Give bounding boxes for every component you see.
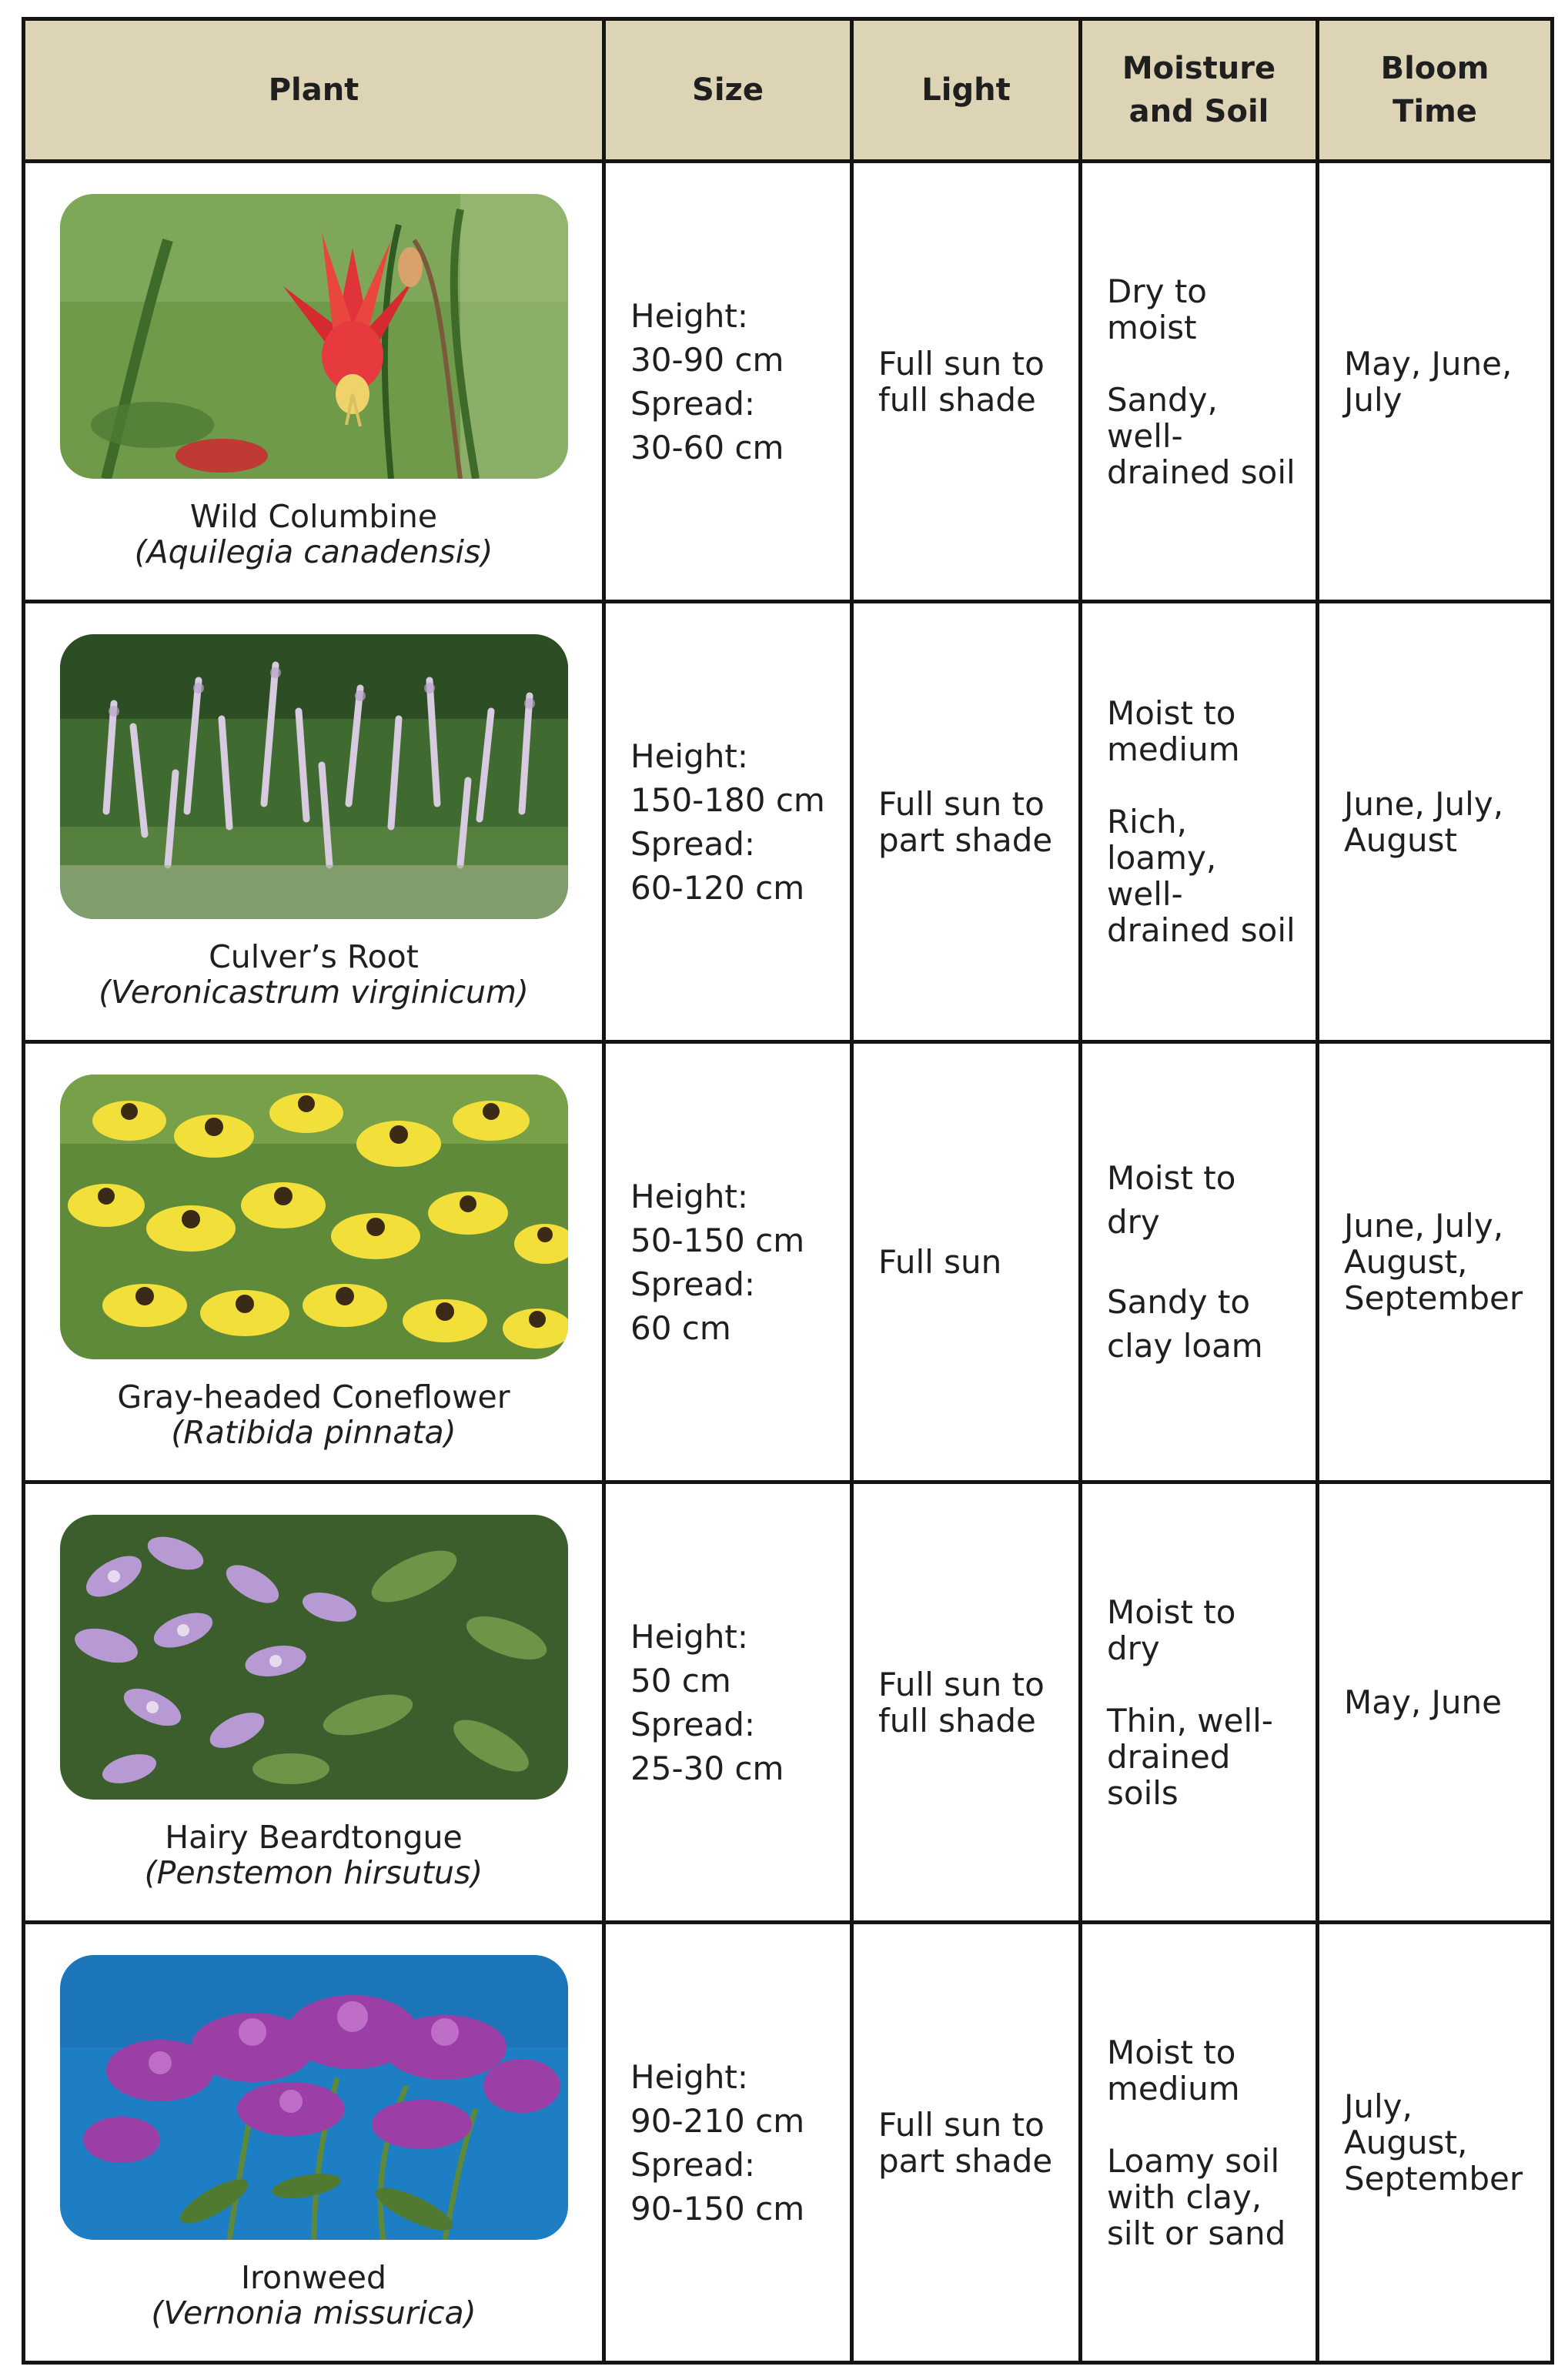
lavender-beardtongue-photo [60, 1515, 568, 1800]
spread-label: Spread: [630, 1265, 756, 1303]
soil-line: drained soil [1107, 453, 1296, 491]
soil-line: Sandy to [1107, 1283, 1251, 1321]
light-line: full shade [878, 1701, 1036, 1740]
plant-common-name: Ironweed [240, 2258, 387, 2296]
header-row [24, 19, 1553, 162]
header-plant: Plant [24, 19, 604, 162]
plant-common-name: Wild Columbine [189, 497, 438, 535]
height-value: 150-180 cm [630, 780, 825, 819]
spread-value: 60 cm [630, 1308, 731, 1347]
light-line: full shade [878, 380, 1036, 419]
plant-scientific-name: (Ratibida pinnata) [171, 1413, 456, 1451]
bloom-time-cell [1318, 1042, 1553, 1482]
bloom-line: June, July, [1344, 1207, 1504, 1245]
size-cell [604, 1482, 852, 1923]
purple-ironweed-photo [60, 1955, 568, 2240]
size-cell [604, 1923, 852, 2363]
bloom-line: August [1344, 821, 1457, 859]
plant-table [22, 17, 1554, 2365]
bloom-time-cell [1318, 602, 1553, 1042]
spread-label: Spread: [630, 824, 756, 863]
plant-cell [24, 1482, 604, 1923]
moisture-line: dry [1107, 1203, 1160, 1241]
size-cell [604, 1042, 852, 1482]
soil-line: Rich, [1107, 803, 1187, 841]
height-label: Height: [630, 296, 748, 335]
spread-value: 90-150 cm [630, 2189, 805, 2228]
light-line: Full sun [878, 1243, 1002, 1281]
height-value: 30-90 cm [630, 340, 784, 379]
plant-common-name: Hairy Beardtongue [165, 1818, 463, 1856]
plant-scientific-name: (Penstemon hirsutus) [144, 1853, 483, 1891]
bloom-line: May, June, [1344, 344, 1513, 383]
moisture-line: Dry to [1107, 272, 1207, 310]
light-line: Full sun to [878, 344, 1045, 383]
header-light: Light [852, 19, 1081, 162]
soil-line: with clay, [1107, 2177, 1262, 2216]
light-line: part shade [878, 2141, 1053, 2180]
table-row [24, 1923, 1553, 2363]
light-line: part shade [878, 821, 1053, 859]
light-cell [852, 1042, 1081, 1482]
moisture-line: Moist to [1107, 2033, 1236, 2071]
header-size: Size [604, 19, 852, 162]
spread-label: Spread: [630, 1705, 756, 1743]
plant-scientific-name: (Aquilegia canadensis) [134, 533, 493, 570]
plant-scientific-name: (Vernonia missurica) [151, 2294, 476, 2331]
moisture-line: Moist to [1107, 694, 1236, 732]
light-cell [852, 162, 1081, 602]
moisture-line: Moist to [1107, 1159, 1236, 1197]
soil-line: well- [1107, 416, 1183, 455]
size-cell [604, 602, 852, 1042]
soil-line: Loamy soil [1107, 2141, 1280, 2180]
table-row [24, 1042, 1553, 1482]
light-cell [852, 1482, 1081, 1923]
plant-common-name: Culver’s Root [209, 938, 419, 975]
red-columbine-flower-photo [60, 194, 568, 479]
soil-line: Thin, well- [1107, 1701, 1273, 1740]
height-value: 50 cm [630, 1661, 731, 1700]
height-label: Height: [630, 737, 748, 775]
spread-value: 25-30 cm [630, 1749, 784, 1787]
light-line: Full sun to [878, 784, 1045, 823]
spread-label: Spread: [630, 2145, 756, 2184]
bloom-time-cell [1318, 1482, 1553, 1923]
plant-cell [24, 1042, 604, 1482]
moisture-soil-cell [1081, 602, 1318, 1042]
moisture-soil-cell [1081, 162, 1318, 602]
soil-line: silt or sand [1107, 2214, 1286, 2252]
spread-value: 30-60 cm [630, 428, 784, 466]
yellow-coneflower-photo [60, 1075, 568, 1359]
moisture-line: moist [1107, 308, 1197, 346]
bloom-line: June, July, [1344, 784, 1504, 823]
header-moisture-soil: Moisture and Soil [1081, 19, 1318, 162]
soil-line: drained [1107, 1737, 1231, 1776]
bloom-line: August, [1344, 2124, 1468, 2161]
light-cell [852, 1923, 1081, 2363]
table-row [24, 602, 1553, 1042]
bloom-line: July [1344, 380, 1403, 419]
bloom-line: May, June [1344, 1683, 1502, 1721]
moisture-soil-cell [1081, 1923, 1318, 2363]
header-bloom-time: Bloom Time [1318, 19, 1553, 162]
height-value: 50-150 cm [630, 1221, 805, 1259]
height-label: Height: [630, 1617, 748, 1656]
white-spike-flower-photo [60, 634, 568, 919]
soil-line: loamy, well- [1107, 839, 1217, 913]
light-line: Full sun to [878, 1665, 1045, 1703]
bloom-line: August, [1344, 1243, 1468, 1281]
light-cell [852, 602, 1081, 1042]
moisture-line: dry [1107, 1629, 1160, 1667]
spread-label: Spread: [630, 384, 756, 423]
light-line: Full sun to [878, 2105, 1045, 2144]
soil-line: drained soil [1107, 911, 1296, 949]
plant-cell [24, 162, 604, 602]
soil-line: soils [1107, 1773, 1179, 1812]
moisture-soil-cell [1081, 1042, 1318, 1482]
moisture-line: medium [1107, 730, 1240, 768]
table-row [24, 1482, 1553, 1923]
bloom-time-cell [1318, 162, 1553, 602]
size-cell [604, 162, 852, 602]
bloom-line: September [1344, 1279, 1523, 1317]
plant-cell [24, 602, 604, 1042]
soil-line: clay loam [1107, 1327, 1263, 1365]
height-label: Height: [630, 1177, 748, 1215]
spread-value: 60-120 cm [630, 868, 805, 907]
soil-line: Sandy, [1107, 380, 1218, 419]
height-value: 90-210 cm [630, 2101, 805, 2140]
moisture-line: Moist to [1107, 1593, 1236, 1631]
height-label: Height: [630, 2057, 748, 2096]
table-row [24, 162, 1553, 602]
plant-scientific-name: (Veronicastrum virginicum) [99, 973, 529, 1011]
moisture-line: medium [1107, 2069, 1240, 2107]
bloom-line: July, [1344, 2087, 1413, 2125]
bloom-time-cell [1318, 1923, 1553, 2363]
bloom-line: September [1344, 2160, 1523, 2198]
plant-common-name: Gray-headed Coneflower [117, 1378, 510, 1415]
plant-cell [24, 1923, 604, 2363]
moisture-soil-cell [1081, 1482, 1318, 1923]
